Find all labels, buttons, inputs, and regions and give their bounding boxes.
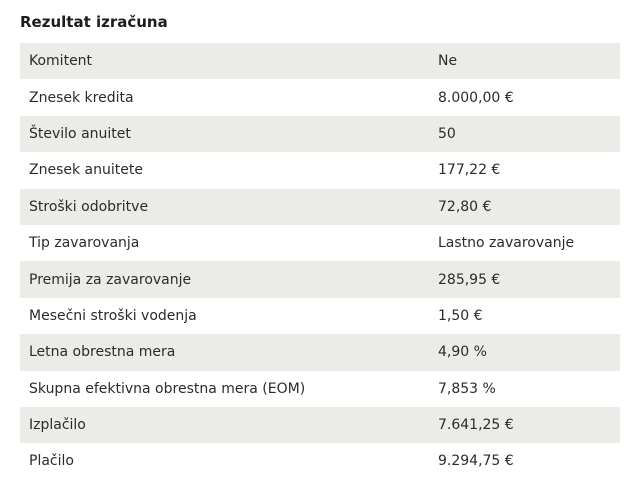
row-label: Tip zavarovanja	[29, 235, 140, 252]
table-row-eom	[20, 371, 620, 407]
row-value: 177,22 €	[438, 162, 501, 179]
row-value: Ne	[438, 53, 458, 70]
table-row-placilo	[20, 443, 620, 479]
row-value: 4,90 %	[438, 344, 487, 361]
table-row-znesek-anuitete	[20, 152, 620, 188]
table-row-letna-obrestna-mera	[20, 334, 620, 370]
row-label: Mesečni stroški vodenja	[29, 307, 197, 324]
table-row-stevilo-anuitet	[20, 116, 620, 152]
table-row-mesecni-stroski-vodenja	[20, 298, 620, 334]
row-value: 7,853 %	[438, 380, 496, 397]
table-row-izplacilo	[20, 407, 620, 443]
result-table	[20, 43, 620, 480]
table-row-premija-za-zavarovanje	[20, 261, 620, 297]
row-value: 7.641,25 €	[438, 417, 514, 434]
row-label: Znesek anuitete	[29, 162, 143, 179]
table-row-komitent	[20, 43, 620, 79]
row-value: 9.294,75 €	[438, 453, 514, 470]
table-row-stroski-odobritve	[20, 189, 620, 225]
row-value: 285,95 €	[438, 271, 501, 288]
row-label: Znesek kredita	[29, 89, 134, 106]
row-label: Skupna efektivna obrestna mera (EOM)	[29, 380, 306, 397]
row-label: Izplačilo	[29, 417, 86, 434]
row-label: Komitent	[29, 53, 93, 70]
table-row-tip-zavarovanja	[20, 225, 620, 261]
row-label: Stroški odobritve	[29, 198, 149, 215]
row-value: 72,80 €	[438, 198, 492, 215]
row-label: Število anuitet	[29, 125, 131, 142]
row-value: 1,50 €	[438, 307, 483, 324]
table-row-znesek-kredita	[20, 79, 620, 115]
row-label: Plačilo	[29, 453, 74, 470]
row-label: Premija za zavarovanje	[29, 271, 192, 288]
row-label: Letna obrestna mera	[29, 344, 176, 361]
row-value: 8.000,00 €	[438, 89, 514, 106]
row-value: Lastno zavarovanje	[438, 235, 575, 252]
row-value: 50	[438, 125, 456, 142]
result-title: Rezultat izračuna	[20, 13, 168, 31]
